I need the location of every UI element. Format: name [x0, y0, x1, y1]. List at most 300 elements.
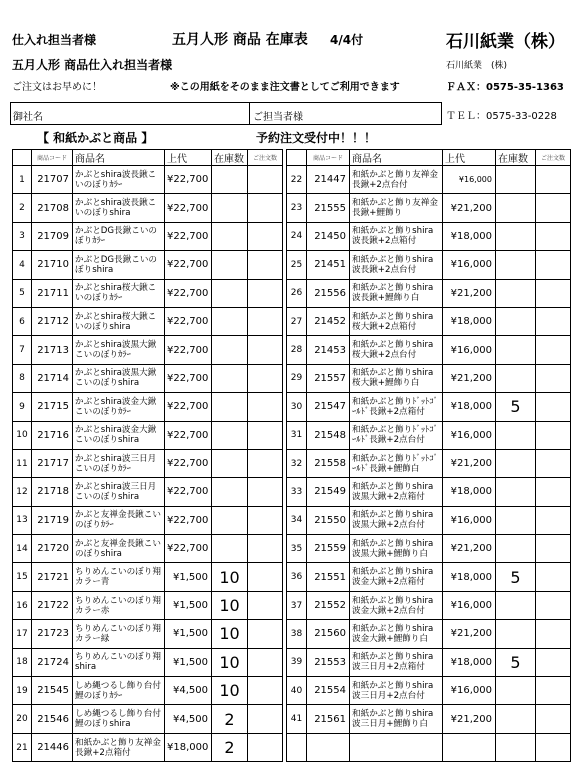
- order-quantity-cell[interactable]: [536, 251, 571, 279]
- stock-count: [212, 166, 248, 194]
- stock-count: [212, 307, 248, 335]
- order-quantity-cell[interactable]: [248, 194, 283, 222]
- row-number: 30: [287, 393, 307, 421]
- order-quantity-cell[interactable]: [248, 591, 283, 619]
- retail-price: ¥22,700: [165, 506, 212, 534]
- order-note: ご注文はお早めに！: [12, 82, 102, 93]
- retail-price: ¥22,700: [165, 449, 212, 477]
- retail-price: ¥22,700: [165, 364, 212, 392]
- product-name: 和紙かぶと飾りshira波長鍬+鯉飾り白: [350, 279, 443, 307]
- header-order: ご注文数: [536, 150, 571, 166]
- stock-count: [496, 421, 536, 449]
- product-code: 21559: [307, 535, 350, 563]
- stock-count: [496, 733, 536, 761]
- product-code: 21718: [32, 478, 73, 506]
- product-name: かぶとshira桜大鍬こいのぼりｶﾗｰ: [73, 279, 165, 307]
- row-number: 26: [287, 279, 307, 307]
- stock-count: [212, 336, 248, 364]
- product-name: かぶとshira波長鍬こいのぼりｶﾗｰ: [73, 166, 165, 194]
- product-name: 和紙かぶと飾りshira波黒大鍬+2点箱付: [350, 478, 443, 506]
- retail-price: ¥21,200: [443, 620, 496, 648]
- product-code: 21707: [32, 166, 73, 194]
- order-quantity-cell[interactable]: [248, 535, 283, 563]
- row-number: 17: [13, 620, 32, 648]
- product-code: 21724: [32, 648, 73, 676]
- stock-count: 10: [212, 677, 248, 705]
- retail-price: ¥22,700: [165, 535, 212, 563]
- retail-price: ¥21,200: [443, 279, 496, 307]
- page-date: 4/4付: [330, 33, 364, 47]
- product-name: かぶとshira桜大鍬こいのぼりshira: [73, 307, 165, 335]
- row-number: 32: [287, 449, 307, 477]
- table-row: [287, 677, 571, 705]
- product-name: 和紙かぶと飾りﾄﾞｯﾄｺﾞｰﾙﾄﾞ長鍬+鯉飾白: [350, 449, 443, 477]
- retail-price: ¥18,000: [443, 393, 496, 421]
- product-name: 和紙かぶと飾り友禅金長鍬+2点箱付: [73, 733, 165, 761]
- stock-count: 2: [212, 733, 248, 761]
- retail-price: ¥16,000: [443, 506, 496, 534]
- product-code: 21552: [307, 591, 350, 619]
- retail-price: ¥22,700: [165, 222, 212, 250]
- table-row: [13, 733, 283, 761]
- product-name: かぶとshira波三日月こいのぼりshira: [73, 478, 165, 506]
- stock-count: [496, 336, 536, 364]
- product-code: 21554: [307, 677, 350, 705]
- stock-count: [212, 421, 248, 449]
- product-code: 21714: [32, 364, 73, 392]
- product-name: かぶと友禅金長鍬こいのぼりｶﾗｰ: [73, 506, 165, 534]
- stock-count: [212, 506, 248, 534]
- row-number: 13: [13, 506, 32, 534]
- product-name: 和紙かぶと飾りshira波金大鍬+2点箱付: [350, 563, 443, 591]
- retail-price: ¥22,700: [165, 336, 212, 364]
- row-number: 4: [13, 251, 32, 279]
- company-small: 石川紙業 (株): [446, 61, 508, 71]
- product-code: 21447: [307, 166, 350, 194]
- order-quantity-cell[interactable]: [536, 336, 571, 364]
- product-code: 21723: [32, 620, 73, 648]
- table-row: [13, 364, 283, 392]
- order-quantity-cell[interactable]: [536, 648, 571, 676]
- order-quantity-cell[interactable]: [248, 251, 283, 279]
- order-quantity-cell[interactable]: [536, 393, 571, 421]
- product-name: 和紙かぶと飾り友禅金長鍬+2点台付: [350, 166, 443, 194]
- product-code: 21709: [32, 222, 73, 250]
- table-row: [13, 478, 283, 506]
- product-name: ちりめんこいのぼり翔shira: [73, 648, 165, 676]
- row-number: 7: [13, 336, 32, 364]
- retail-price: ¥18,000: [443, 648, 496, 676]
- row-number: 25: [287, 251, 307, 279]
- table-row: [287, 563, 571, 591]
- header-no: [13, 150, 32, 166]
- product-code: 21716: [32, 421, 73, 449]
- table-row: [13, 648, 283, 676]
- table-row: [287, 733, 571, 761]
- order-quantity-cell[interactable]: [248, 506, 283, 534]
- retail-price: ¥22,700: [165, 478, 212, 506]
- row-number: 28: [287, 336, 307, 364]
- row-number: 6: [13, 307, 32, 335]
- header-code: 商品コード: [307, 150, 350, 166]
- product-code: 21452: [307, 307, 350, 335]
- order-quantity-cell[interactable]: [536, 705, 571, 733]
- product-code: 21556: [307, 279, 350, 307]
- table-header: [13, 150, 283, 166]
- table-row: [287, 364, 571, 392]
- company-name: 石川紙業（株）: [446, 32, 565, 52]
- order-quantity-cell[interactable]: [248, 279, 283, 307]
- table-row: [13, 677, 283, 705]
- table-row: [287, 449, 571, 477]
- table-row: [13, 535, 283, 563]
- retail-price: ¥22,700: [165, 421, 212, 449]
- row-number: 15: [13, 563, 32, 591]
- product-name: 和紙かぶと飾りshira波金大鍬+鯉飾り白: [350, 620, 443, 648]
- table-row: [13, 393, 283, 421]
- retail-price: ¥18,000: [443, 222, 496, 250]
- row-number: 27: [287, 307, 307, 335]
- stock-count: 5: [496, 393, 536, 421]
- header-name: 商品名: [350, 150, 443, 166]
- retail-price: ¥22,700: [165, 279, 212, 307]
- order-quantity-cell[interactable]: [536, 307, 571, 335]
- table-row: [287, 336, 571, 364]
- header-price: 上代: [165, 150, 212, 166]
- order-quantity-cell[interactable]: [536, 449, 571, 477]
- stock-count: [496, 478, 536, 506]
- product-name: 和紙かぶと飾りshira波三日月+鯉飾り白: [350, 705, 443, 733]
- row-number: 21: [13, 733, 32, 761]
- product-name: かぶとshira波金大鍬こいのぼりshira: [73, 421, 165, 449]
- row-number: 3: [13, 222, 32, 250]
- product-code: 21708: [32, 194, 73, 222]
- table-row: [287, 648, 571, 676]
- stock-count: [496, 535, 536, 563]
- company-field[interactable]: [10, 102, 250, 125]
- row-number: 33: [287, 478, 307, 506]
- row-number: [287, 733, 307, 761]
- product-name: 和紙かぶと飾りshira桜大鍬+鯉飾り白: [350, 364, 443, 392]
- row-number: 2: [13, 194, 32, 222]
- stock-count: [496, 222, 536, 250]
- row-number: 23: [287, 194, 307, 222]
- retail-price: ¥16,000: [443, 336, 496, 364]
- stock-count: [212, 364, 248, 392]
- product-name: かぶとDG長鍬こいのぼりshira: [73, 251, 165, 279]
- product-name: 和紙かぶと飾り友禅金長鍬+鯉飾り: [350, 194, 443, 222]
- stock-count: 5: [496, 648, 536, 676]
- row-number: 19: [13, 677, 32, 705]
- product-code: 21560: [307, 620, 350, 648]
- order-quantity-cell[interactable]: [536, 535, 571, 563]
- stock-count: [212, 535, 248, 563]
- order-quantity-cell[interactable]: [248, 449, 283, 477]
- row-number: 18: [13, 648, 32, 676]
- table-row: [287, 506, 571, 534]
- retail-price: ¥18,000: [443, 307, 496, 335]
- product-code: 21453: [307, 336, 350, 364]
- order-quantity-cell[interactable]: [248, 336, 283, 364]
- product-name: しめ縄つるし飾り台付鯉のぼりｶﾗｰ: [73, 677, 165, 705]
- product-name: 和紙かぶと飾りshira波金大鍬+2点台付: [350, 591, 443, 619]
- retail-price: ¥16,000: [443, 677, 496, 705]
- product-code: 21722: [32, 591, 73, 619]
- header-stock: 在庫数: [496, 150, 536, 166]
- retail-price: ¥22,700: [165, 194, 212, 222]
- row-number: 31: [287, 421, 307, 449]
- retail-price: ¥22,700: [165, 166, 212, 194]
- stock-count: [496, 705, 536, 733]
- product-code: 21553: [307, 648, 350, 676]
- order-quantity-cell[interactable]: [536, 620, 571, 648]
- retail-price: ¥16,000: [443, 251, 496, 279]
- row-number: 8: [13, 364, 32, 392]
- product-code: 21710: [32, 251, 73, 279]
- table-row: [13, 307, 283, 335]
- product-code: 21446: [32, 733, 73, 761]
- product-code: 21717: [32, 449, 73, 477]
- table-row: [287, 620, 571, 648]
- tel-number: ＴＥＬ：0575-33-0228: [446, 111, 557, 122]
- table-row: [13, 563, 283, 591]
- order-quantity-cell[interactable]: [248, 677, 283, 705]
- product-code: 21558: [307, 449, 350, 477]
- product-code: 21546: [32, 705, 73, 733]
- retail-price: ¥1,500: [165, 620, 212, 648]
- row-number: 16: [13, 591, 32, 619]
- order-quantity-cell[interactable]: [248, 705, 283, 733]
- row-number: 10: [13, 421, 32, 449]
- product-code: 21551: [307, 563, 350, 591]
- table-row: [287, 222, 571, 250]
- product-name: 和紙かぶと飾りshira波黒大鍬+2点台付: [350, 506, 443, 534]
- fax-number: ＦＡＸ：0575-35-1363: [446, 82, 564, 93]
- product-name: ちりめんこいのぼり翔カラー緑: [73, 620, 165, 648]
- product-name: 和紙かぶと飾りshira波三日月+2点箱付: [350, 648, 443, 676]
- product-code: 21547: [307, 393, 350, 421]
- retail-price: ¥1,500: [165, 648, 212, 676]
- product-name: 和紙かぶと飾りﾄﾞｯﾄｺﾞｰﾙﾄﾞ長鍬+2点箱付: [350, 393, 443, 421]
- order-quantity-cell[interactable]: [248, 478, 283, 506]
- row-number: 35: [287, 535, 307, 563]
- person-field-label: ご担当者様: [253, 112, 303, 123]
- row-number: 38: [287, 620, 307, 648]
- row-number: 9: [13, 393, 32, 421]
- order-quantity-cell[interactable]: [536, 563, 571, 591]
- table-row: [13, 166, 283, 194]
- order-quantity-cell[interactable]: [536, 506, 571, 534]
- order-quantity-cell[interactable]: [248, 222, 283, 250]
- row-number: 12: [13, 478, 32, 506]
- order-quantity-cell[interactable]: [248, 648, 283, 676]
- buyer-label: 仕入れ担当者様: [12, 33, 97, 47]
- product-name: 和紙かぶと飾りshira波長鍬+2点台付: [350, 251, 443, 279]
- row-number: 14: [13, 535, 32, 563]
- retail-price: ¥21,200: [443, 449, 496, 477]
- order-quantity-cell[interactable]: [536, 733, 571, 761]
- row-number: 39: [287, 648, 307, 676]
- header-order: ご注文数: [248, 150, 283, 166]
- table-row: [13, 591, 283, 619]
- inventory-table-right: [286, 149, 571, 762]
- product-name: 和紙かぶと飾りshira波黒大鍬+鯉飾り白: [350, 535, 443, 563]
- table-row: [287, 535, 571, 563]
- product-code: 21713: [32, 336, 73, 364]
- table-row: [13, 620, 283, 648]
- table-row: [13, 194, 283, 222]
- table-row: [13, 336, 283, 364]
- stock-count: 2: [212, 705, 248, 733]
- order-quantity-cell[interactable]: [248, 733, 283, 761]
- header-name: 商品名: [73, 150, 165, 166]
- order-quantity-cell[interactable]: [248, 364, 283, 392]
- retail-price: ¥18,000: [165, 733, 212, 761]
- product-code: 21721: [32, 563, 73, 591]
- order-quantity-cell[interactable]: [536, 194, 571, 222]
- product-name: しめ縄つるし飾り台付鯉のぼりshira: [73, 705, 165, 733]
- product-code: 21550: [307, 506, 350, 534]
- stock-count: [496, 677, 536, 705]
- retail-price: ¥4,500: [165, 705, 212, 733]
- order-quantity-cell[interactable]: [536, 591, 571, 619]
- retail-price: ¥16,000: [443, 421, 496, 449]
- product-name: ちりめんこいのぼり翔カラー青: [73, 563, 165, 591]
- table-row: [287, 478, 571, 506]
- product-code: 21720: [32, 535, 73, 563]
- product-name: ちりめんこいのぼり翔カラー赤: [73, 591, 165, 619]
- product-code: 21719: [32, 506, 73, 534]
- table-row: [287, 194, 571, 222]
- retail-price: ¥16,000: [443, 166, 496, 194]
- product-code: 21450: [307, 222, 350, 250]
- order-quantity-cell[interactable]: [536, 364, 571, 392]
- stock-count: [212, 279, 248, 307]
- product-code: 21712: [32, 307, 73, 335]
- product-code: 21715: [32, 393, 73, 421]
- stock-count: 10: [212, 648, 248, 676]
- row-number: 5: [13, 279, 32, 307]
- table-row: [13, 251, 283, 279]
- stock-count: [496, 449, 536, 477]
- order-quantity-cell[interactable]: [536, 677, 571, 705]
- retail-price: ¥22,700: [165, 251, 212, 279]
- retail-price: ¥16,000: [443, 591, 496, 619]
- retail-price: ¥18,000: [443, 563, 496, 591]
- stock-count: [496, 194, 536, 222]
- product-name: かぶとshira波金大鍬こいのぼりｶﾗｰ: [73, 393, 165, 421]
- table-row: [13, 506, 283, 534]
- product-code: 21557: [307, 364, 350, 392]
- table-row: [287, 421, 571, 449]
- retail-price: ¥21,200: [443, 364, 496, 392]
- order-quantity-cell[interactable]: [536, 279, 571, 307]
- table-header: [287, 150, 571, 166]
- product-code: 21561: [307, 705, 350, 733]
- stock-count: [212, 194, 248, 222]
- stock-count: 5: [496, 563, 536, 591]
- table-row: [287, 393, 571, 421]
- stock-count: [496, 620, 536, 648]
- table-row: [13, 279, 283, 307]
- table-row: [287, 591, 571, 619]
- person-field[interactable]: [249, 102, 442, 125]
- order-quantity-cell[interactable]: [536, 421, 571, 449]
- stock-count: [496, 166, 536, 194]
- order-quantity-cell[interactable]: [248, 563, 283, 591]
- retail-price: ¥22,700: [165, 307, 212, 335]
- product-name: かぶとDG長鍬こいのぼりｶﾗｰ: [73, 222, 165, 250]
- order-quantity-cell[interactable]: [248, 166, 283, 194]
- product-name: かぶとshira波黒大鍬こいのぼりｶﾗｰ: [73, 336, 165, 364]
- table-row: [287, 251, 571, 279]
- table-row: [287, 705, 571, 733]
- order-quantity-cell[interactable]: [536, 222, 571, 250]
- product-code: [307, 733, 350, 761]
- stock-count: [496, 364, 536, 392]
- product-name: 和紙かぶと飾りﾄﾞｯﾄｺﾞｰﾙﾄﾞ長鍬+2点台付: [350, 421, 443, 449]
- retail-price: ¥21,200: [443, 535, 496, 563]
- table-row: [13, 222, 283, 250]
- stock-count: [496, 591, 536, 619]
- order-quantity-cell[interactable]: [248, 620, 283, 648]
- retail-price: ¥4,500: [165, 677, 212, 705]
- retail-price: ¥22,700: [165, 393, 212, 421]
- product-name: かぶとshira波長鍬こいのぼりshira: [73, 194, 165, 222]
- product-code: 21555: [307, 194, 350, 222]
- section-title: 【 和紙かぶと商品 】: [37, 131, 154, 145]
- table-row: [287, 279, 571, 307]
- row-number: 34: [287, 506, 307, 534]
- product-name: 和紙かぶと飾りshira波三日月+2点台付: [350, 677, 443, 705]
- stock-count: 10: [212, 563, 248, 591]
- header-code: 商品コード: [32, 150, 73, 166]
- company-field-label: 御社名: [13, 112, 43, 123]
- order-quantity-cell[interactable]: [536, 478, 571, 506]
- product-name: かぶとshira波黒大鍬こいのぼりshira: [73, 364, 165, 392]
- stock-count: [496, 251, 536, 279]
- product-name: 和紙かぶと飾りshira波長鍬+2点箱付: [350, 222, 443, 250]
- retail-price: ¥21,200: [443, 705, 496, 733]
- row-number: 11: [13, 449, 32, 477]
- stock-count: [496, 307, 536, 335]
- order-quantity-cell[interactable]: [248, 421, 283, 449]
- product-code: 21711: [32, 279, 73, 307]
- stock-count: [212, 478, 248, 506]
- row-number: 40: [287, 677, 307, 705]
- row-number: 41: [287, 705, 307, 733]
- order-quantity-cell[interactable]: [536, 166, 571, 194]
- row-number: 20: [13, 705, 32, 733]
- table-row: [287, 166, 571, 194]
- row-number: 29: [287, 364, 307, 392]
- product-name: 和紙かぶと飾りshira桜大鍬+2点台付: [350, 336, 443, 364]
- order-quantity-cell[interactable]: [248, 393, 283, 421]
- retail-price: ¥21,200: [443, 194, 496, 222]
- row-number: 22: [287, 166, 307, 194]
- stock-count: [496, 279, 536, 307]
- table-row: [13, 421, 283, 449]
- stock-count: [212, 222, 248, 250]
- stock-count: 10: [212, 620, 248, 648]
- order-quantity-cell[interactable]: [248, 307, 283, 335]
- stock-count: [496, 506, 536, 534]
- product-code: 21548: [307, 421, 350, 449]
- header-stock: 在庫数: [212, 150, 248, 166]
- table-row: [287, 307, 571, 335]
- product-code: 21451: [307, 251, 350, 279]
- retail-price: ¥1,500: [165, 591, 212, 619]
